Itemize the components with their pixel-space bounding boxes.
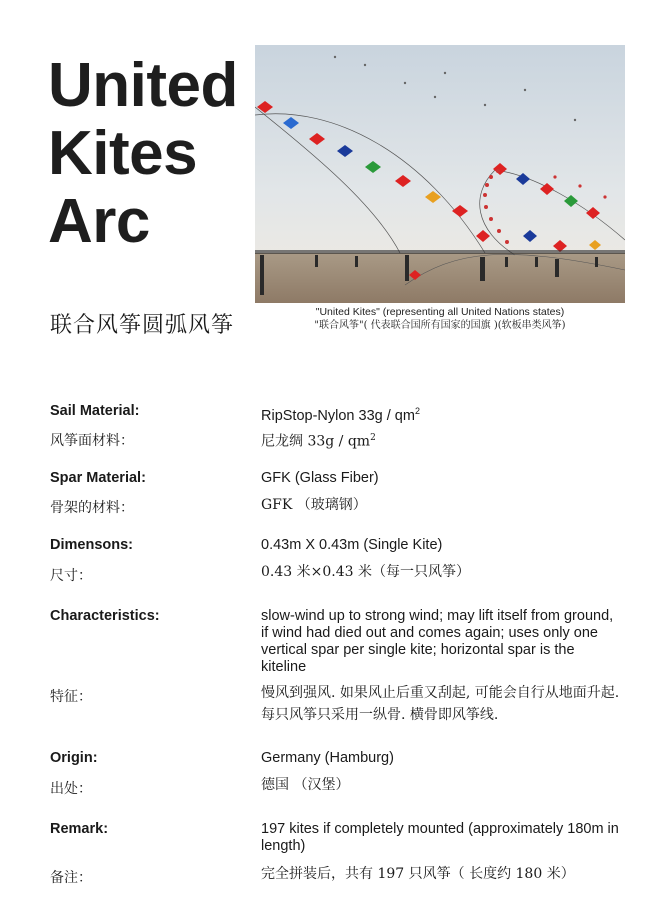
chinese-title: 联合风筝圆弧风筝: [50, 313, 235, 338]
dimensions-label-cn: 尺寸：: [50, 568, 92, 584]
remark-label-cn: 备注：: [50, 870, 92, 886]
characteristics-label: Characteristics:: [50, 608, 160, 624]
title-line: Kites: [48, 119, 198, 188]
characteristics-value-cn: 慢风到强风. 如果风止后重又刮起, 可能会自行从地面升起. 每只风筝只采用一纵骨. 横骨即风筝线.: [261, 685, 620, 723]
remark-value-cn: 完全拼装后，共有 197 只风筝（ 长度约 180 米）: [261, 866, 575, 882]
sail-material-label: Sail Material:: [50, 403, 140, 419]
photo-caption: [255, 305, 625, 333]
sail-material-value: RipStop-Nylon $33g / qm^2$: [261, 406, 420, 424]
sail-material-label-cn: 风筝面材料：: [50, 433, 134, 449]
dimensions-label: Dimensons:: [50, 537, 133, 553]
spar-material-value: GFK (Glass Fiber): [261, 470, 379, 486]
origin-label: Origin:: [50, 750, 98, 766]
origin-value-cn: 德国 （汉堡）: [261, 777, 350, 793]
characteristics-value: slow-wind up to strong wind; may lift itself from ground, if wind had died out and comes again; uses only one vertical spar per single kite; horizontal spar is the kiteline: [261, 608, 614, 675]
origin-value: Germany (Hamburg): [261, 750, 394, 766]
page-title: [48, 52, 238, 256]
remark-label: Remark:: [50, 821, 109, 837]
characteristics-label-cn: 特征：: [50, 689, 92, 705]
origin-label-cn: 出处：: [50, 781, 92, 797]
caption-english: "United Kites" (representing all United Nations states): [315, 306, 565, 318]
caption-chinese: "联合风筝"( 代表联合国所有国家的国旗 )(软板串类风筝): [314, 320, 566, 331]
spar-material-label-cn: 骨架的材料：: [50, 500, 134, 516]
spar-material-value-cn: GFK （玻璃钢）: [261, 497, 367, 513]
remark-value: 197 kites if completely mounted (approximately 180m in length): [261, 821, 619, 854]
spar-material-label: Spar Material:: [50, 470, 146, 486]
title-line: United: [48, 51, 238, 120]
dimensions-value-cn: 0.43 米×0.43 米（每一只风筝）: [261, 564, 470, 580]
title-line: Arc: [48, 187, 150, 256]
kite-arc-photo: [255, 45, 625, 303]
dimensions-value: 0.43m X 0.43m (Single Kite): [261, 537, 443, 553]
sail-material-value-cn: 尼龙绸 $33g / qm^2$: [261, 433, 376, 450]
